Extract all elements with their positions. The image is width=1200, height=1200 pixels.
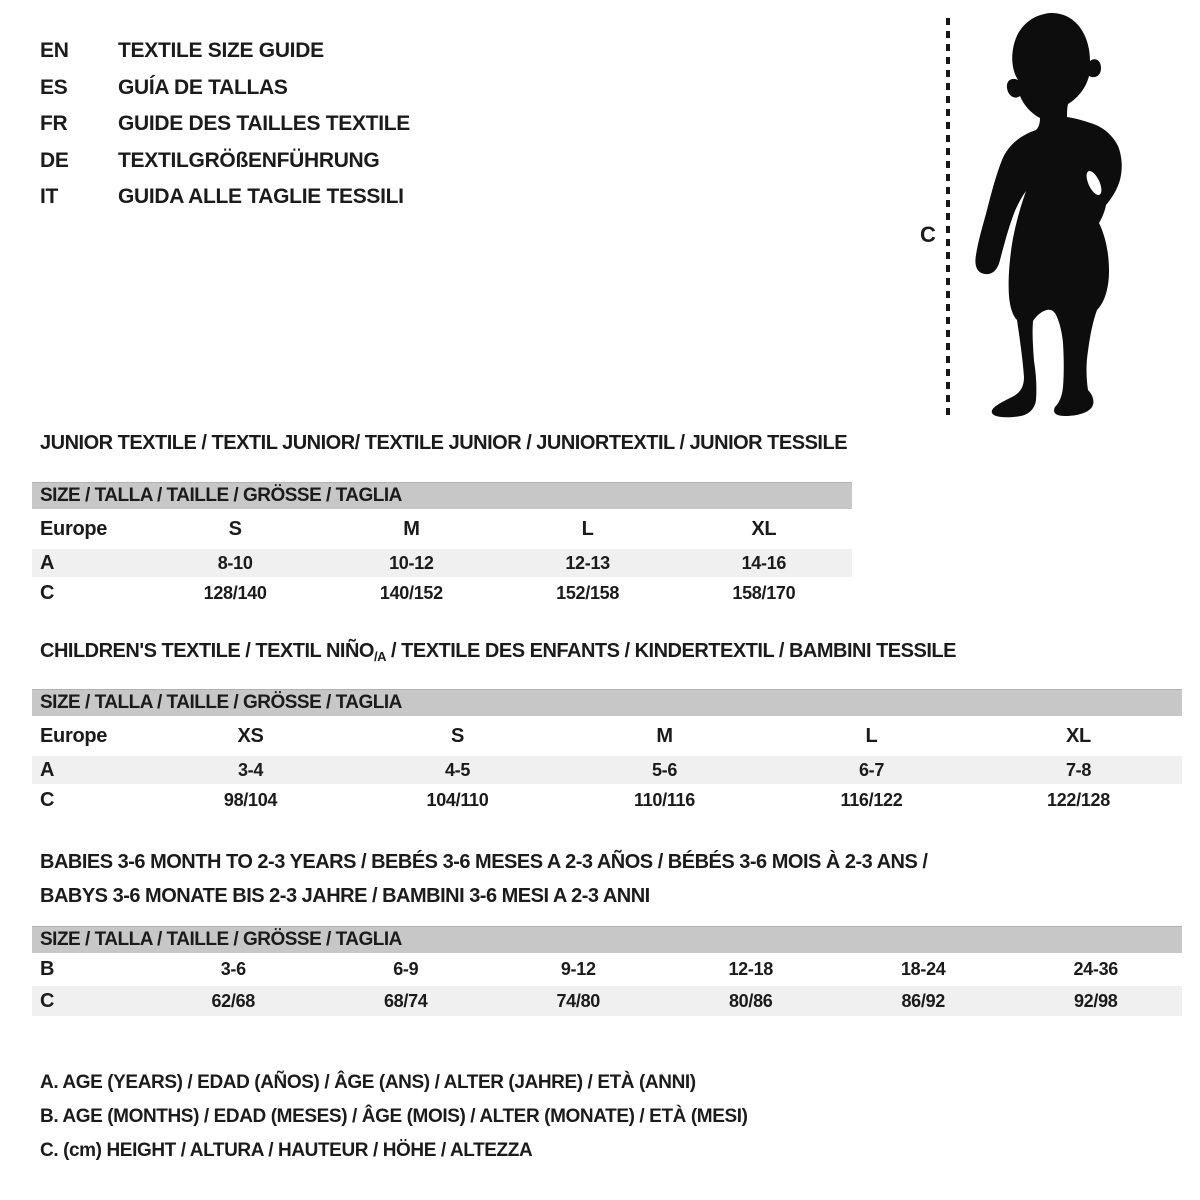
legend-line-a: A. AGE (YEARS) / EDAD (AÑOS) / ÂGE (ANS) / ALTER (JAHRE) / ETÀ (ANNI) <box>40 1072 696 1093</box>
size-cell: M <box>656 724 673 747</box>
size-cell: 9-12 <box>560 959 596 979</box>
size-cell: 68/74 <box>383 990 428 1011</box>
lang-code: DE <box>40 148 69 172</box>
lang-row-es <box>40 70 410 107</box>
size-cell: M <box>403 517 420 540</box>
children-heading-subscript: /A <box>373 649 386 664</box>
size-cell: 24-36 <box>1073 959 1119 979</box>
table-row <box>32 986 1182 1016</box>
lang-row-en <box>40 33 410 70</box>
height-figure <box>898 8 1178 423</box>
size-cell: 8-10 <box>217 552 253 573</box>
size-cell: 74/80 <box>556 990 601 1011</box>
measure-label-c: C <box>920 222 936 247</box>
lang-row-fr <box>40 106 410 143</box>
legend-line-c: C. (cm) HEIGHT / ALTURA / HAUTEUR / HÖHE / ALTEZZA <box>40 1140 533 1161</box>
size-cell: 140/152 <box>379 582 443 603</box>
row-label: A <box>40 758 55 781</box>
legend-line-b: B. AGE (MONTHS) / EDAD (MESES) / ÂGE (MOIS) / ALTER (MONATE) / ETÀ (MESI) <box>40 1106 748 1127</box>
babies-section-heading <box>40 845 927 913</box>
size-cell: 110/116 <box>634 789 695 810</box>
size-cell: 122/128 <box>1047 789 1110 810</box>
children-heading-text-rest: / TEXTILE DES ENFANTS / KINDERTEXTIL / BAMBINI TESSILE <box>385 640 956 662</box>
size-cell: 12-13 <box>565 552 610 573</box>
measurement-legend <box>40 1066 748 1168</box>
size-cell: 86/92 <box>901 990 946 1011</box>
size-cell: 4-5 <box>444 759 471 780</box>
size-cell: 14-16 <box>741 552 787 573</box>
babies-heading-line1: BABIES 3-6 MONTH TO 2-3 YEARS / BEBÉS 3-6 MESES A 2-3 AÑOS / BÉBÉS 3-6 MOIS À 2-3 ANS / <box>40 851 928 873</box>
children-heading-text: CHILDREN'S TEXTILE / TEXTIL NIÑO <box>40 640 374 662</box>
size-cell: L <box>865 724 878 747</box>
lang-code: EN <box>40 39 69 62</box>
junior-size-table <box>32 482 852 609</box>
size-cell: 6-9 <box>393 959 419 979</box>
size-cell: S <box>228 517 242 540</box>
size-cell: 158/170 <box>732 582 796 603</box>
row-label: B <box>40 958 55 980</box>
size-cell: 98/104 <box>223 789 278 810</box>
babies-heading-line2: BABYS 3-6 MONATE BIS 2-3 JAHRE / BAMBINI 3-6 MESI A 2-3 ANNI <box>40 885 650 907</box>
size-cell: 10-12 <box>389 552 434 573</box>
size-cell: 7-8 <box>1065 759 1092 780</box>
size-cell: S <box>450 724 465 747</box>
size-cell: 6-7 <box>858 759 885 780</box>
table-row <box>32 756 1182 784</box>
table-row <box>32 577 852 609</box>
size-cell: 152/158 <box>556 582 620 603</box>
lang-title: GUIDE DES TAILLES TEXTILE <box>118 112 410 136</box>
row-label: C <box>40 788 55 811</box>
lang-row-it <box>40 179 410 216</box>
lang-title: GUIDA ALLE TAGLIE TESSILI <box>118 185 404 209</box>
table-row <box>32 784 1182 816</box>
lang-title: TEXTILE SIZE GUIDE <box>118 39 324 62</box>
row-label: C <box>40 581 55 604</box>
size-cell: 80/86 <box>728 990 773 1011</box>
row-label: Europe <box>40 517 108 540</box>
size-header-bar: SIZE / TALLA / TAILLE / GRÖSSE / TAGLIA <box>32 482 852 509</box>
children-size-table <box>32 689 1182 816</box>
size-cell: 18-24 <box>900 959 946 979</box>
lang-code: ES <box>40 75 68 99</box>
row-label: Europe <box>40 724 108 747</box>
size-cell: 3-4 <box>237 759 264 780</box>
table-row <box>32 549 852 577</box>
size-cell: 92/98 <box>1073 990 1118 1011</box>
size-cell: 5-6 <box>651 759 678 780</box>
size-cell: 116/122 <box>840 789 903 810</box>
row-label: A <box>40 551 55 574</box>
lang-row-de <box>40 143 410 180</box>
size-cell: XS <box>237 724 264 747</box>
size-cell: XL <box>751 517 777 540</box>
children-section-heading <box>40 638 956 670</box>
size-cell: 3-6 <box>220 959 246 979</box>
table-row <box>32 509 852 549</box>
size-cell: 62/68 <box>211 990 256 1011</box>
size-header-bar: SIZE / TALLA / TAILLE / GRÖSSE / TAGLIA <box>32 689 1182 716</box>
size-cell: 104/110 <box>426 789 489 810</box>
table-row <box>32 953 1182 986</box>
lang-title: GUÍA DE TALLAS <box>118 75 288 99</box>
language-title-list <box>40 33 410 216</box>
toddler-silhouette-icon <box>966 10 1141 418</box>
junior-section-heading <box>40 430 847 457</box>
junior-heading-text: JUNIOR TEXTILE / TEXTIL JUNIOR/ TEXTILE JUNIOR / JUNIORTEXTIL / JUNIOR TESSILE <box>40 432 848 454</box>
table-row <box>32 716 1182 756</box>
lang-code: IT <box>40 185 59 209</box>
size-cell: 128/140 <box>203 582 267 603</box>
babies-size-table <box>32 926 1182 1016</box>
lang-title: TEXTILGRÖßENFÜHRUNG <box>118 148 380 172</box>
lang-code: FR <box>40 112 68 136</box>
size-cell: 12-18 <box>728 959 774 979</box>
height-measure-dashed-line <box>946 18 950 418</box>
size-cell: XL <box>1066 724 1091 747</box>
size-header-bar: SIZE / TALLA / TAILLE / GRÖSSE / TAGLIA <box>32 926 1182 953</box>
size-cell: L <box>581 517 594 540</box>
row-label: C <box>40 989 55 1012</box>
